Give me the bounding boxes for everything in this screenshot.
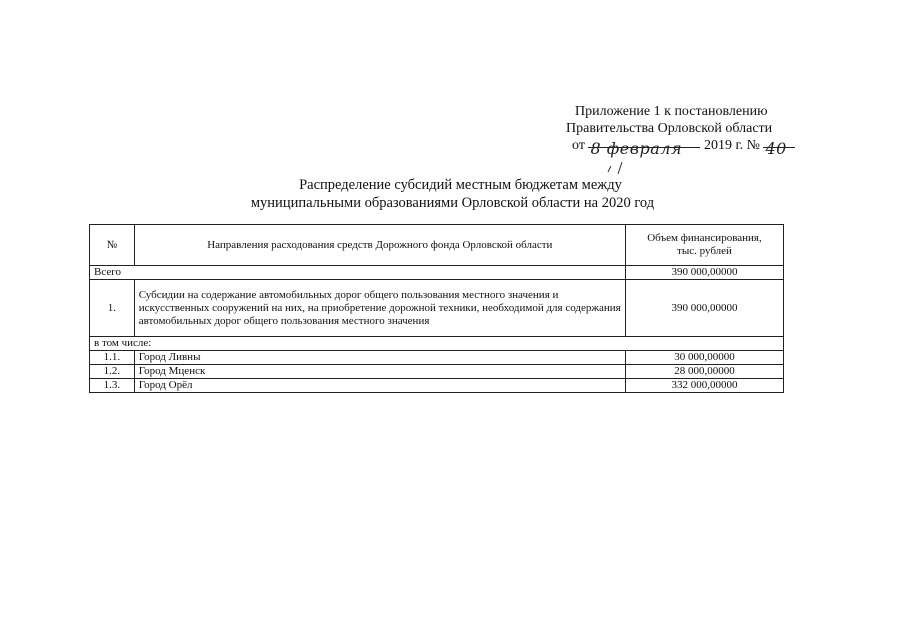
number-underline (763, 147, 795, 148)
table-header-row (90, 225, 784, 266)
item-1-text: Субсидии на содержание автомобильных дорог общего пользования местного значения и искусственных сооружений на них, на приобретение дорожной техники, необходимой для содержания автомобильных дорог общего пользования местного значения (134, 280, 625, 337)
appendix-block (560, 103, 820, 158)
subsidy-distribution-table (89, 224, 784, 393)
header-amount-line-1: Объем финансирования, (647, 232, 762, 244)
row-number: 1.1. (90, 351, 135, 365)
item-1-number: 1. (90, 280, 135, 337)
header-direction: Направления расходования средств Дорожного фонда Орловской области (134, 225, 625, 266)
including-label: в том числе: (90, 337, 784, 351)
item-1-amount: 390 000,00000 (625, 280, 783, 337)
date-underline (588, 147, 700, 148)
row-number: 1.3. (90, 379, 135, 393)
appendix-date-line (560, 137, 820, 158)
title-line-2: муниципальными образованиями Орловской области на 2020 год (250, 195, 655, 211)
appendix-line-2: Правительства Орловской области (566, 121, 773, 136)
row-amount: 28 000,00000 (625, 365, 783, 379)
including-row (90, 337, 784, 351)
item-1-row (90, 280, 784, 337)
row-amount: 30 000,00000 (625, 351, 783, 365)
year-and-number-label: 2019 г. № (703, 138, 760, 153)
header-amount (625, 225, 783, 266)
table-row (90, 379, 784, 393)
date-prefix: от (572, 138, 585, 153)
total-label: Всего (90, 266, 626, 280)
pen-stroke-mark (606, 158, 626, 176)
handwritten-number-ink: 40 (765, 139, 787, 158)
table-row (90, 365, 784, 379)
table-row (90, 351, 784, 365)
row-amount: 332 000,00000 (625, 379, 783, 393)
total-row (90, 266, 784, 280)
header-amount-line-2: тыс. рублей (677, 245, 732, 257)
row-city-name: Город Мценск (134, 365, 625, 379)
document-title (0, 176, 905, 212)
title-line-1: Распределение субсидий местным бюджетам между (299, 177, 622, 193)
row-city-name: Город Ливны (134, 351, 625, 365)
row-number: 1.2. (90, 365, 135, 379)
handwritten-date-ink: 8 февраля (590, 139, 683, 158)
row-city-name: Город Орёл (134, 379, 625, 393)
appendix-line-1: Приложение 1 к постановлению (575, 104, 768, 119)
header-number: № (90, 225, 135, 266)
total-amount: 390 000,00000 (625, 266, 783, 280)
